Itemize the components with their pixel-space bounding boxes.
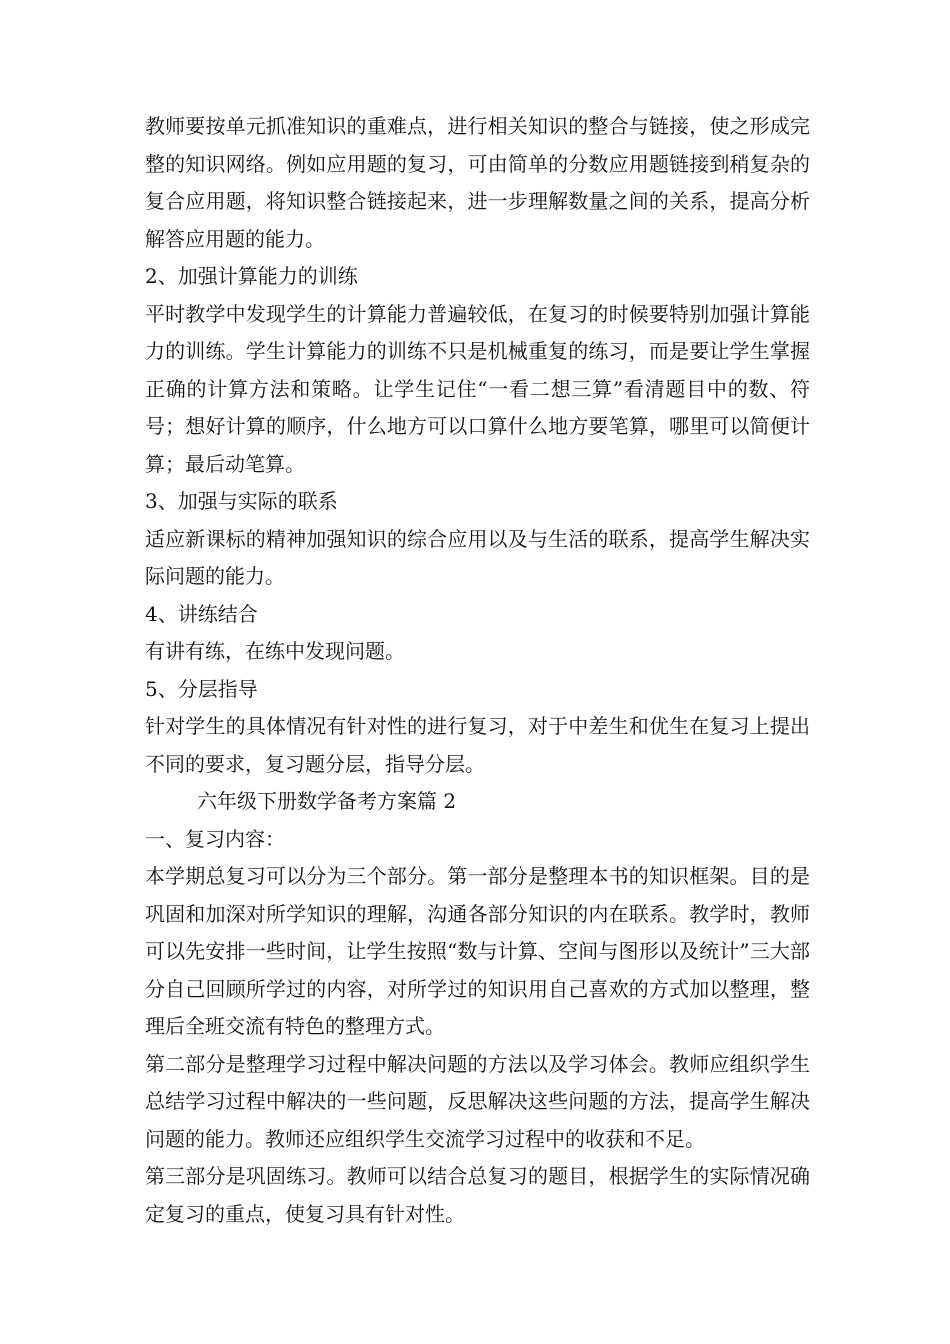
paragraph-real-world-connection: 适应新课标的精神加强知识的综合应用以及与生活的联系，提高学生解决实际问题的能力。: [145, 526, 810, 588]
heading-calculation-training: 2、加强计算能力的训练: [145, 264, 358, 288]
heading-practice-combination: 4、讲练结合: [145, 601, 258, 626]
document-body: [145, 108, 810, 1233]
paragraph-calculation-training: 平时教学中发现学生的计算能力普遍较低，在复习的时候要特别加强计算能力的训练。学生计算能力的训练不只是机械重复的练习，而是要让学生掌握正确的计算方法和策略。让学生记住“一看二想三算”看清题目中的数、符号；想好计算的顺序，什么地方可以口算什么地方要笔算，哪里可以简便计算；最后动笔算。: [145, 301, 810, 476]
paragraph-knowledge-integration: 教师要按单元抓准知识的重难点，进行相关知识的整合与链接，使之形成完整的知识网络。例如应用题的复习，可由简单的分数应用题链接到稍复杂的复合应用题，将知识整合链接起来，进一步理解数量之间的关系，提高分析解答应用题的能力。: [145, 114, 810, 251]
heading-tiered-guidance: 5、分层指导: [145, 676, 258, 701]
paragraph-part-one: 本学期总复习可以分为三个部分。第一部分是整理本书的知识框架。目的是巩固和加深对所学知识的理解，沟通各部分知识的内在联系。教学时，教师可以先安排一些时间，让学生按照“数与计算、空间与图形以及统计”三大部分自己回顾所学过的内容，对所学过的知识用自己喜欢的方式加以整理，整理后全班交流有特色的整理方式。: [145, 864, 810, 1038]
paragraph-part-two: 第二部分是整理学习过程中解决问题的方法以及学习体会。教师应组织学生总结学习过程中解决的一些问题，反思解决这些问题的方法，提高学生解决问题的能力。教师还应组织学生交流学习过程中的收获和不足。: [145, 1051, 810, 1151]
paragraph-tiered-guidance: 针对学生的具体情况有针对性的进行复习，对于中差生和优生在复习上提出不同的要求，复习题分层，指导分层。: [145, 714, 810, 776]
section-title: 六年级下册数学备考方案篇 2: [197, 789, 457, 813]
heading-review-content: 一、复习内容：: [145, 826, 285, 851]
paragraph-practice-combination: 有讲有练，在练中发现问题。: [145, 639, 405, 663]
heading-real-world-connection: 3、加强与实际的联系: [145, 489, 338, 513]
paragraph-part-three: 第三部分是巩固练习。教师可以结合总复习的题目，根据学生的实际情况确定复习的重点，使复习具有针对性。: [145, 1164, 810, 1226]
